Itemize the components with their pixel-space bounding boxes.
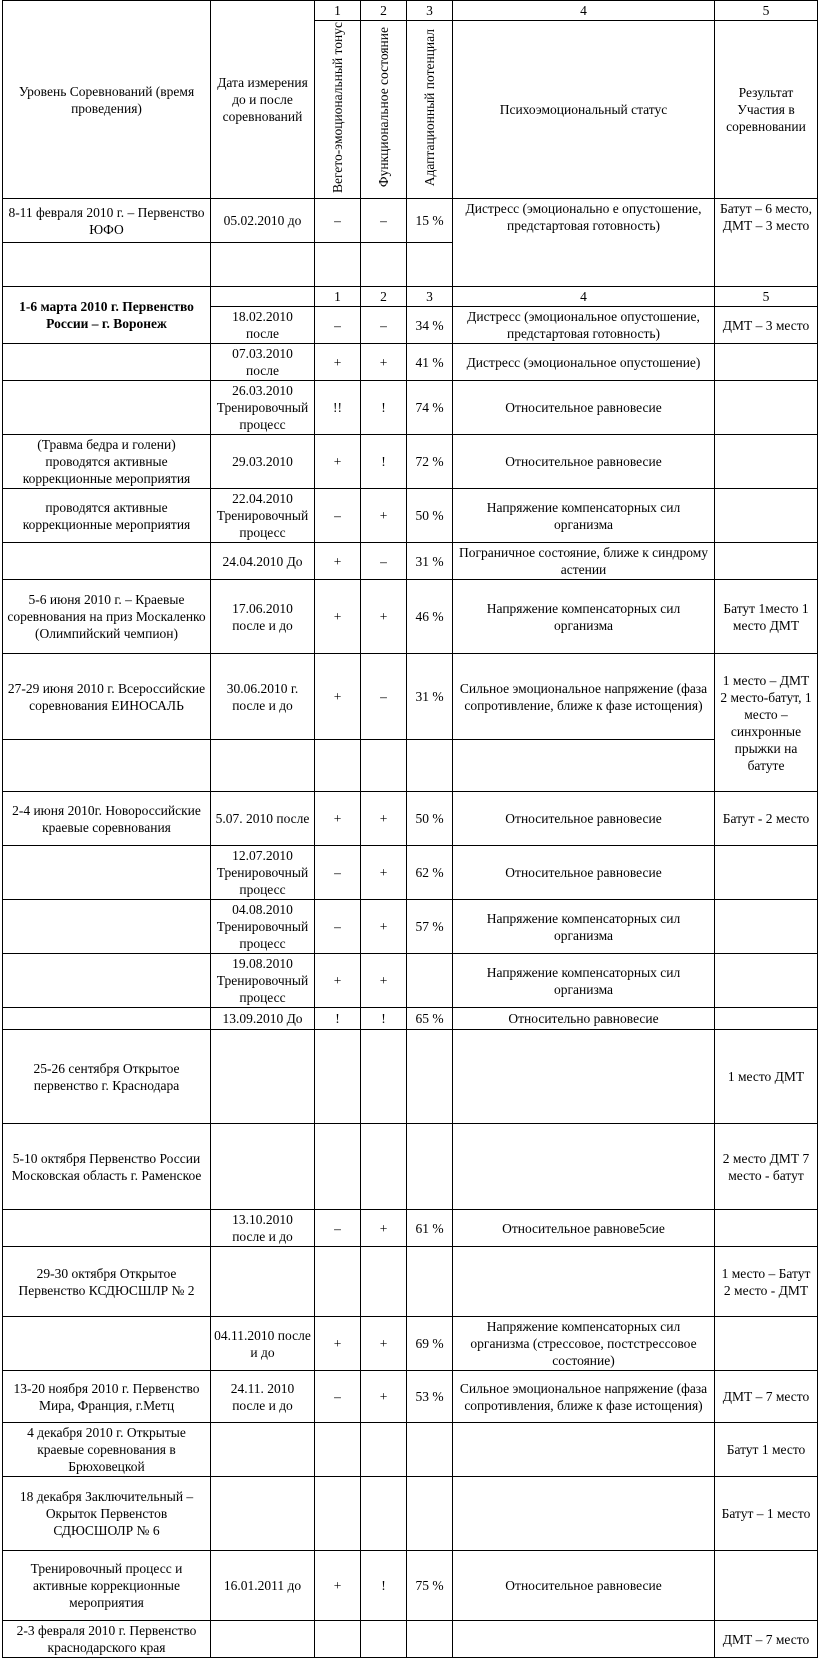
cell-tonus: + <box>315 954 361 1008</box>
cell-adaptive: 74 % <box>407 381 453 435</box>
cell-tonus: + <box>315 344 361 381</box>
cell-result: ДМТ – 7 место <box>715 1621 818 1658</box>
cell-result <box>715 1551 818 1621</box>
cell-status: Относительно равновесие <box>453 1008 715 1030</box>
cell-status: Относительное равновесие <box>453 1551 715 1621</box>
table-row <box>3 654 818 740</box>
cell-tonus: + <box>315 580 361 654</box>
table-row <box>3 1210 818 1247</box>
cell-functional: + <box>361 1371 407 1423</box>
cell-tonus: + <box>315 1317 361 1371</box>
cell-functional: + <box>361 489 407 543</box>
cell-status: Сильное эмоциональное напряжение (фаза сопротивление, ближе к фазе истощения) <box>453 654 715 740</box>
cell-status: Относительное равновесие <box>453 846 715 900</box>
cell-level: 29-30 октября Открытое Первенство КСДЮСШЛР № 2 <box>3 1247 211 1317</box>
table-row <box>3 543 818 580</box>
cell-adaptive <box>407 954 453 1008</box>
cell-tonus <box>315 1247 361 1317</box>
cell-level <box>3 846 211 900</box>
cell-tonus: – <box>315 846 361 900</box>
cell-functional <box>361 1477 407 1551</box>
cell-adaptive: 75 % <box>407 1551 453 1621</box>
cell-date: 16.01.2011 до <box>211 1551 315 1621</box>
cell-status: Сильное эмоциональное напряжение (фаза сопротивления, ближе к фазе истощения) <box>453 1371 715 1423</box>
table-row <box>3 1371 818 1423</box>
cell-adaptive <box>407 1247 453 1317</box>
cell-date <box>211 1477 315 1551</box>
column-number: 1 <box>315 287 361 307</box>
header-date: Дата измерения до и после соревнований <box>211 1 315 199</box>
cell-date: 24.04.2010 До <box>211 543 315 580</box>
cell-tonus: – <box>315 1210 361 1247</box>
cell-result <box>715 381 818 435</box>
column-number: 3 <box>407 287 453 307</box>
cell-functional <box>361 1247 407 1317</box>
cell-adaptive: 53 % <box>407 1371 453 1423</box>
table-row <box>3 1008 818 1030</box>
cell-level: 2-4 июня 2010г. Новороссийские краевые соревнования <box>3 792 211 846</box>
cell-tonus <box>315 1621 361 1658</box>
table-row <box>3 435 818 489</box>
cell-result: Батут - 2 место <box>715 792 818 846</box>
header-tonus: Вегето-эмоциональный тонус <box>329 22 345 194</box>
cell-tonus: – <box>315 1371 361 1423</box>
cell-result: 1 место – Батут 2 место - ДМТ <box>715 1247 818 1317</box>
cell-functional: – <box>361 654 407 740</box>
cell-adaptive <box>407 1423 453 1477</box>
cell-functional <box>361 1124 407 1210</box>
cell-status: Дистресс (эмоционально е опустошение, предстартовая готовность) <box>453 199 715 287</box>
cell-adaptive: 50 % <box>407 792 453 846</box>
cell-level: Тренировочный процесс и активные коррекционные мероприятия <box>3 1551 211 1621</box>
cell-result <box>715 954 818 1008</box>
cell-level: 13-20 ноября 2010 г. Первенство Мира, Франция, г.Метц <box>3 1371 211 1423</box>
table-row <box>3 954 818 1008</box>
table-row <box>3 344 818 381</box>
column-number: 3 <box>407 1 453 21</box>
cell-result: Батут 1 место <box>715 1423 818 1477</box>
header-adaptive: Адаптационный потенциал <box>421 28 437 187</box>
cell-adaptive: 15 % <box>407 199 453 243</box>
cell-status: Напряжение компенсаторных сил организма <box>453 580 715 654</box>
cell-status: Напряжение компенсаторных сил организма <box>453 900 715 954</box>
column-number: 2 <box>361 287 407 307</box>
table-row-continuation <box>3 740 818 792</box>
cell-result <box>715 435 818 489</box>
cell-date: 24.11. 2010 после и до <box>211 1371 315 1423</box>
cell-adaptive: 65 % <box>407 1008 453 1030</box>
cell-adaptive <box>407 1477 453 1551</box>
header-col-2 <box>361 21 407 199</box>
cell-functional: + <box>361 580 407 654</box>
cell-date <box>211 1621 315 1658</box>
cell-status: Напряжение компенсаторных сил организма (стрессовое, постстрессовое состояние) <box>453 1317 715 1371</box>
cell-status: Относительное равновесие <box>453 435 715 489</box>
cell-date <box>211 1247 315 1317</box>
cell-result: ДМТ – 7 место <box>715 1371 818 1423</box>
cell-date: 12.07.2010 Тренировочный процесс <box>211 846 315 900</box>
cell-tonus: – <box>315 900 361 954</box>
cell-tonus: + <box>315 1551 361 1621</box>
cell-functional <box>361 1423 407 1477</box>
table-row <box>3 1124 818 1210</box>
cell-functional: + <box>361 846 407 900</box>
cell-level <box>3 1317 211 1371</box>
column-number-row-repeat <box>3 287 818 307</box>
cell-tonus <box>315 1124 361 1210</box>
cell-functional: ! <box>361 1551 407 1621</box>
cell-result: 2 место ДМТ 7 место - батут <box>715 1124 818 1210</box>
cell-status: Напряжение компенсаторных сил организма <box>453 489 715 543</box>
cell-level <box>3 543 211 580</box>
table-row <box>3 1317 818 1371</box>
cell-date <box>211 1124 315 1210</box>
cell-date: 04.11.2010 после и до <box>211 1317 315 1371</box>
cell-date: 22.04.2010 Тренировочный процесс <box>211 489 315 543</box>
cell-status <box>453 1477 715 1551</box>
cell-date-top <box>211 287 315 307</box>
cell-date: 17.06.2010 после и до <box>211 580 315 654</box>
cell-tonus: + <box>315 654 361 740</box>
cell-status: Дистресс (эмоциональное опустошение) <box>453 344 715 381</box>
cell-level: 5-10 октября Первенство России Московская область г. Раменское <box>3 1124 211 1210</box>
cell-functional: ! <box>361 435 407 489</box>
cell-date: 13.10.2010 после и до <box>211 1210 315 1247</box>
cell-result: Батут – 1 место <box>715 1477 818 1551</box>
cell-functional <box>361 1030 407 1124</box>
cell-level: (Травма бедра и голени) проводятся активные коррекционные мероприятия <box>3 435 211 489</box>
table-row <box>3 489 818 543</box>
table-row <box>3 1030 818 1124</box>
cell-functional: – <box>361 543 407 580</box>
column-number: 5 <box>715 1 818 21</box>
cell-adaptive: 61 % <box>407 1210 453 1247</box>
cell-status <box>453 1621 715 1658</box>
cell-level <box>3 381 211 435</box>
cell-date: 29.03.2010 <box>211 435 315 489</box>
cell-status <box>453 1124 715 1210</box>
cell-result: 1 место – ДМТ 2 место-батут, 1 место – синхронные прыжки на батуте <box>715 654 818 792</box>
cell-level: 27-29 июня 2010 г. Всероссийские соревнования ЕИНОСАЛЬ <box>3 654 211 740</box>
cell-result <box>715 1008 818 1030</box>
cell-status <box>453 1423 715 1477</box>
cell-functional: ! <box>361 381 407 435</box>
cell-result <box>715 543 818 580</box>
cell-result <box>715 1210 818 1247</box>
cell-adaptive <box>407 1621 453 1658</box>
cell-adaptive: 69 % <box>407 1317 453 1371</box>
cell-functional: ! <box>361 1008 407 1030</box>
cell-status: Относительное равнове5сие <box>453 1210 715 1247</box>
cell-date: 07.03.2010 после <box>211 344 315 381</box>
cell-adaptive: 46 % <box>407 580 453 654</box>
cell-level: 18 декабря Заключительный – Окрыток Первенстов СДЮСШОЛР № 6 <box>3 1477 211 1551</box>
cell-tonus: – <box>315 489 361 543</box>
cell-tonus: ! <box>315 1008 361 1030</box>
cell-adaptive: 57 % <box>407 900 453 954</box>
cell-functional <box>361 1621 407 1658</box>
cell-date: 18.02.2010 после <box>211 307 315 344</box>
cell-level <box>3 954 211 1008</box>
cell-status: Относительное равновесие <box>453 792 715 846</box>
cell-level: проводятся активные коррекционные мероприятия <box>3 489 211 543</box>
column-number-row <box>3 1 818 21</box>
cell-result <box>715 900 818 954</box>
cell-level: 5-6 июня 2010 г. – Краевые соревнования на приз Москаленко (Олимпийский чемпион) <box>3 580 211 654</box>
column-number: 1 <box>315 1 361 21</box>
cell-level <box>3 1210 211 1247</box>
cell-result <box>715 344 818 381</box>
cell-functional: – <box>361 199 407 243</box>
cell-tonus: – <box>315 199 361 243</box>
cell-result <box>715 846 818 900</box>
cell-functional: + <box>361 900 407 954</box>
cell-status <box>453 1247 715 1317</box>
cell-functional: + <box>361 792 407 846</box>
cell-adaptive: 72 % <box>407 435 453 489</box>
cell-tonus: + <box>315 435 361 489</box>
cell-date <box>211 1030 315 1124</box>
cell-adaptive: 34 % <box>407 307 453 344</box>
cell-level: 1-6 марта 2010 г. Первенство России – г. Воронеж <box>3 287 211 344</box>
cell-status: Напряжение компенсаторных сил организма <box>453 954 715 1008</box>
cell-tonus: – <box>315 307 361 344</box>
table-row <box>3 846 818 900</box>
cell-date: 5.07. 2010 после <box>211 792 315 846</box>
cell-level <box>3 1008 211 1030</box>
cell-status <box>453 1030 715 1124</box>
cell-result <box>715 1317 818 1371</box>
header-level: Уровень Соревнований (время проведения) <box>3 1 211 199</box>
table-row <box>3 199 818 243</box>
table-row <box>3 1423 818 1477</box>
header-result: Результат Участия в соревновании <box>715 21 818 199</box>
table-row <box>3 1621 818 1658</box>
cell-functional: – <box>361 307 407 344</box>
cell-tonus <box>315 1477 361 1551</box>
cell-result: Батут 1место 1 место ДМТ <box>715 580 818 654</box>
column-number: 5 <box>715 287 818 307</box>
cell-tonus: + <box>315 792 361 846</box>
cell-date: 05.02.2010 до <box>211 199 315 243</box>
cell-functional: + <box>361 1317 407 1371</box>
header-col-3 <box>407 21 453 199</box>
column-number: 2 <box>361 1 407 21</box>
cell-result: 1 место ДМТ <box>715 1030 818 1124</box>
cell-result <box>715 489 818 543</box>
table-row <box>3 1551 818 1621</box>
cell-level <box>3 344 211 381</box>
cell-level: 8-11 февраля 2010 г. – Первенство ЮФО <box>3 199 211 243</box>
table-row <box>3 792 818 846</box>
cell-functional: + <box>361 1210 407 1247</box>
cell-adaptive <box>407 1030 453 1124</box>
cell-tonus: !! <box>315 381 361 435</box>
cell-adaptive: 50 % <box>407 489 453 543</box>
table-row <box>3 1247 818 1317</box>
cell-level: 4 декабря 2010 г. Открытые краевые соревнования в Брюховецкой <box>3 1423 211 1477</box>
cell-adaptive: 62 % <box>407 846 453 900</box>
cell-adaptive: 41 % <box>407 344 453 381</box>
cell-level: 25-26 сентября Открытое первенство г. Краснодара <box>3 1030 211 1124</box>
cell-result: ДМТ – 3 место <box>715 307 818 344</box>
cell-date: 04.08.2010 Тренировочный процесс <box>211 900 315 954</box>
cell-functional: + <box>361 344 407 381</box>
cell-tonus: + <box>315 543 361 580</box>
cell-status: Дистресс (эмоциональное опустошение, предстартовая готовность) <box>453 307 715 344</box>
table-row <box>3 1477 818 1551</box>
table-row <box>3 900 818 954</box>
cell-level: 2-3 февраля 2010 г. Первенство краснодарского края <box>3 1621 211 1658</box>
header-col-1 <box>315 21 361 199</box>
cell-date: 26.03.2010 Тренировочный процесс <box>211 381 315 435</box>
header-status: Психоэмоциональный статус <box>453 21 715 199</box>
table-row <box>3 580 818 654</box>
cell-date <box>211 1423 315 1477</box>
cell-functional: + <box>361 954 407 1008</box>
cell-adaptive: 31 % <box>407 543 453 580</box>
table-row <box>3 381 818 435</box>
column-number: 4 <box>453 1 715 21</box>
cell-date: 13.09.2010 До <box>211 1008 315 1030</box>
cell-level <box>3 900 211 954</box>
cell-date: 19.08.2010 Тренировочный процесс <box>211 954 315 1008</box>
cell-date: 30.06.2010 г. после и до <box>211 654 315 740</box>
header-functional: Функциональное состояние <box>375 27 391 188</box>
cell-adaptive: 31 % <box>407 654 453 740</box>
cell-result: Батут – 6 место, ДМТ – 3 место <box>715 199 818 287</box>
cell-status: Пограничное состояние, ближе к синдрому астении <box>453 543 715 580</box>
cell-tonus <box>315 1030 361 1124</box>
cell-tonus <box>315 1423 361 1477</box>
competition-results-table <box>2 0 818 1658</box>
cell-adaptive <box>407 1124 453 1210</box>
column-number: 4 <box>453 287 715 307</box>
cell-status: Относительное равновесие <box>453 381 715 435</box>
